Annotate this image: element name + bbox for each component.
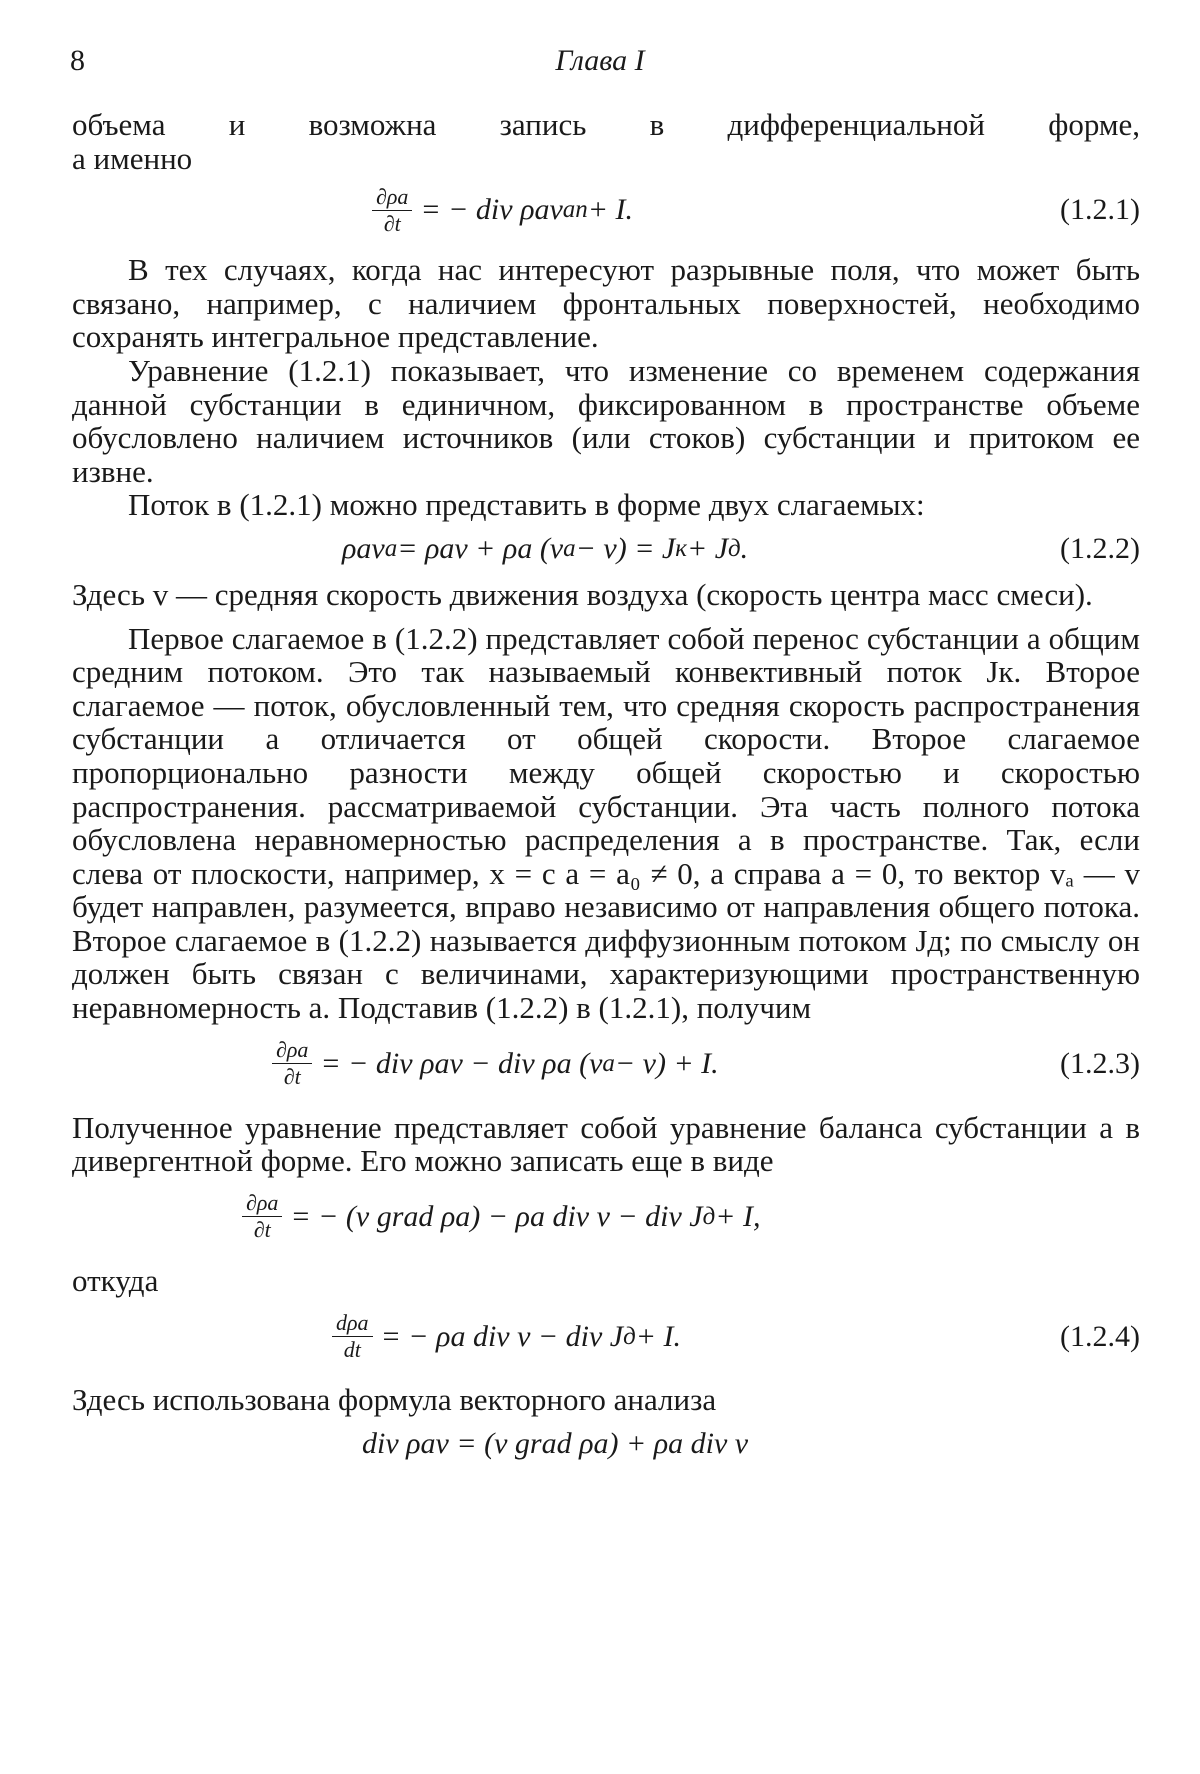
running-head: Глава I: [555, 44, 645, 77]
paragraph: Первое слагаемое в (1.2.2) представляет собой перенос субстанции a общим средним потоком. Это так называемый конвективный поток Jк. Второе слагаемое — поток, обусловленный тем, что средняя скорость распространения субстанции a отличается от общей скорости. Второе слагаемое пропорционально разности между общей скоростью и скоростью распространения. рассматриваемой субстанции. Эта часть полного потока обусловлена неравномерностью распределения a в пространстве. Так, если слева от плоскости, например, x = c a = a₀ ≠ 0, а справа a = 0, то вектор vₐ — v будет направлен, разумеется, вправо независимо от направления общего потока. Второе слагаемое в (1.2.2) называется диффузионным потоком Jд; по смыслу он должен быть связан с величинами, характеризующими пространственную неравномерность a. Подставив (1.2.2) в (1.2.1), получим: [72, 620, 1140, 1026]
paragraph: Здесь v — средняя скорость движения воздуха (скорость центра масс смеси).: [72, 576, 1093, 612]
fraction: $\frac{\text{dρa}}{dt}$: [332, 1310, 373, 1363]
equation-number: (1.2.3): [1060, 1046, 1140, 1080]
equation-vector-identity: div ρav = (v grad ρa) + ρa div v: [362, 1427, 749, 1461]
paragraph: откуда: [72, 1262, 159, 1298]
paragraph: Полученное уравнение представляет собой уравнение баланса субстанции a в дивергентной форме. Его можно записать еще в виде: [72, 1109, 1140, 1179]
fraction: $\frac{\partial\rho a}{\partial t}$: [272, 1037, 312, 1090]
equation-number: (1.2.1): [1060, 193, 1140, 227]
fraction: $\frac{\partial\rho a}{\partial t}$: [242, 1190, 282, 1243]
equation-1-2-4: $\frac{\text{dρa}}{dt}$ = − ρa div v − div J д + I. (1.2.4): [72, 1299, 1140, 1373]
page-content: [72, 108, 1140, 1473]
paragraph: В тех случаях, когда нас интересуют разрывные поля, что может быть связано, например, с наличием фронтальных поверхностей, необходимо сохранять интегральное представление.: [72, 252, 1140, 355]
equation-unnumbered: $\frac{\partial\rho a}{\partial t}$ = − (v grad ρa) − ρa div v − div J д + I,: [72, 1180, 1140, 1254]
equation-1-2-2: ρav a = ρav + ρa (v a − v) = J к + J д . (1.2.2): [72, 526, 1140, 572]
fraction: $\frac{\partial\rho a}{\partial t}$: [372, 184, 412, 237]
page-header: [70, 44, 1130, 84]
equation-1-2-1: $\frac{\partial\rho a}{\partial t}$ = − div ρav an + I. (1.2.1): [72, 177, 1140, 243]
paragraph: а именно: [72, 140, 193, 176]
equation-number: (1.2.2): [1060, 532, 1140, 566]
equation-1-2-3: $\frac{\partial\rho a}{\partial t}$ = − div ρav − div ρa (v a − v) + I. (1.2.3): [72, 1027, 1140, 1101]
paragraph: Уравнение (1.2.1) показывает, что изменение со временем содержания данной субстанции в единичном, фиксированном в пространстве объеме обусловлено наличием источников (или стоков) субстанции и притоком ее извне.: [72, 352, 1140, 489]
paragraph: Поток в (1.2.1) можно представить в форме двух слагаемых:: [128, 487, 925, 523]
page-number: 8: [70, 44, 85, 77]
paragraph: Здесь использована формула векторного анализа: [72, 1382, 717, 1418]
paragraph: объема и возможна запись в дифференциальной форме,: [72, 107, 1140, 142]
equation-number: (1.2.4): [1060, 1319, 1140, 1353]
